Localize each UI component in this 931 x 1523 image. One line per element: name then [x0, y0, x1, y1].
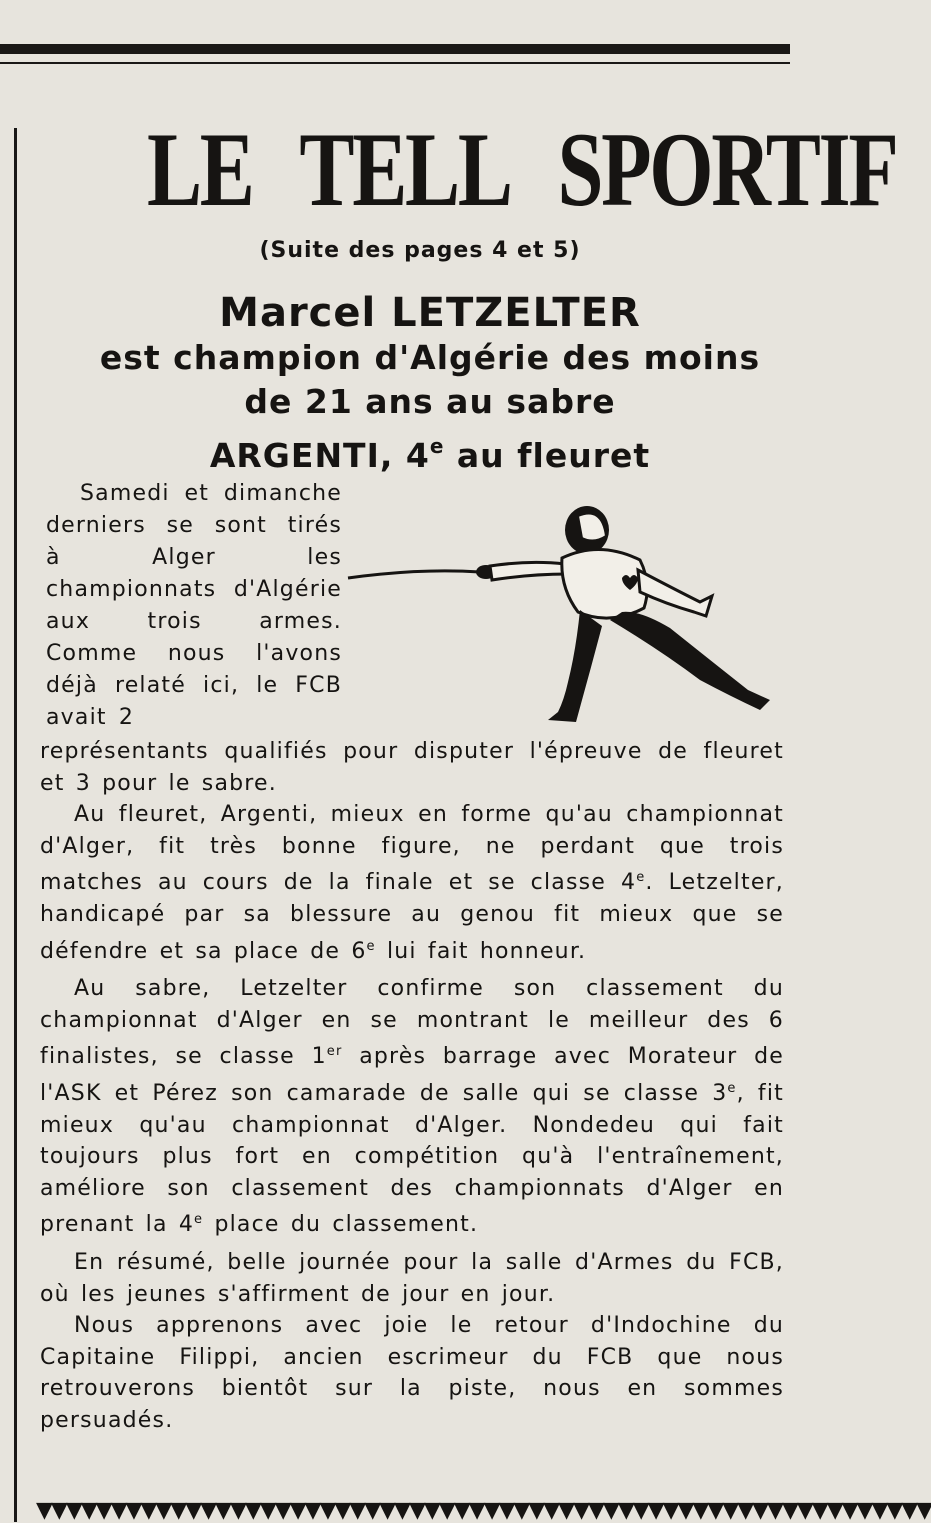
body-paragraph: Au fleuret, Argenti, mieux en forme qu'au championnat d'Alger, fit très bonne figure, ne perdant que trois matches au cours de la finale et se classe 4e. Letzelter, handicapé par sa blessure au genou fit mieux que se défendre et sa place de 6e lui fait honneur.: [40, 802, 784, 964]
body-paragraph: Nous apprenons avec joie le retour d'Indochine du Capitaine Filippi, ancien escrimeur du FCB que nous retrouverons bientôt sur la piste, nous en sommes persuadés.: [40, 1313, 784, 1433]
masthead-word: TELL: [299, 111, 511, 228]
top-rule-thin: [0, 62, 790, 64]
masthead-word: SPORTIF: [557, 111, 897, 228]
body-paragraph: Au sabre, Letzelter confirme son classement du championnat d'Alger en se montrant le meilleur des 6 finalistes, se classe 1er après barrage avec Morateur de l'ASK et Pérez son camarade de salle qui se classe 3e, fit mieux qu'au championnat d'Alger. Nondedeu qui fait toujours plus fort en compétition qu'à l'entraînement, améliore son classement des championnats d'Alger en prenant la 4e place du classement.: [40, 976, 784, 1238]
headline-line: Marcel LETZELTER: [219, 290, 641, 336]
column-rule: [14, 128, 17, 1522]
masthead-word: LE: [147, 111, 253, 228]
fencer-illustration: [340, 500, 780, 740]
masthead-title: [124, 110, 897, 230]
article-body: [40, 736, 784, 1436]
headline-line: ARGENTI, 4e au fleuret: [209, 434, 651, 475]
headline-line: est champion d'Algérie des moins: [99, 338, 761, 377]
article-intro: [46, 478, 342, 734]
headline-line: de 21 ans au sabre: [244, 382, 616, 421]
body-paragraph: représentants qualifiés pour disputer l'épreuve de fleuret et 3 pour le sabre.: [40, 739, 784, 796]
continuation-note: (Suite des pages 4 et 5): [259, 238, 581, 263]
body-paragraph: En résumé, belle journée pour la salle d'Armes du FCB, où les jeunes s'affirment de jour en jour.: [40, 1249, 784, 1307]
article-headline: [40, 290, 820, 478]
intro-paragraph: Samedi et dimanche derniers se sont tirés à Alger les championnats d'Algérie aux trois armes. Comme nous l'avons déjà relaté ici, le FCB avait 2: [46, 481, 342, 730]
top-rule-thick: [0, 44, 790, 54]
bottom-triangle-border: ▼▼▼▼▼▼▼▼▼▼▼▼▼▼▼▼▼▼▼▼▼▼▼▼▼▼▼▼▼▼▼▼▼▼▼▼▼▼▼▼▼▼▼▼▼▼▼▼▼▼▼▼▼▼▼▼▼▼▼▼: [36, 1498, 931, 1523]
